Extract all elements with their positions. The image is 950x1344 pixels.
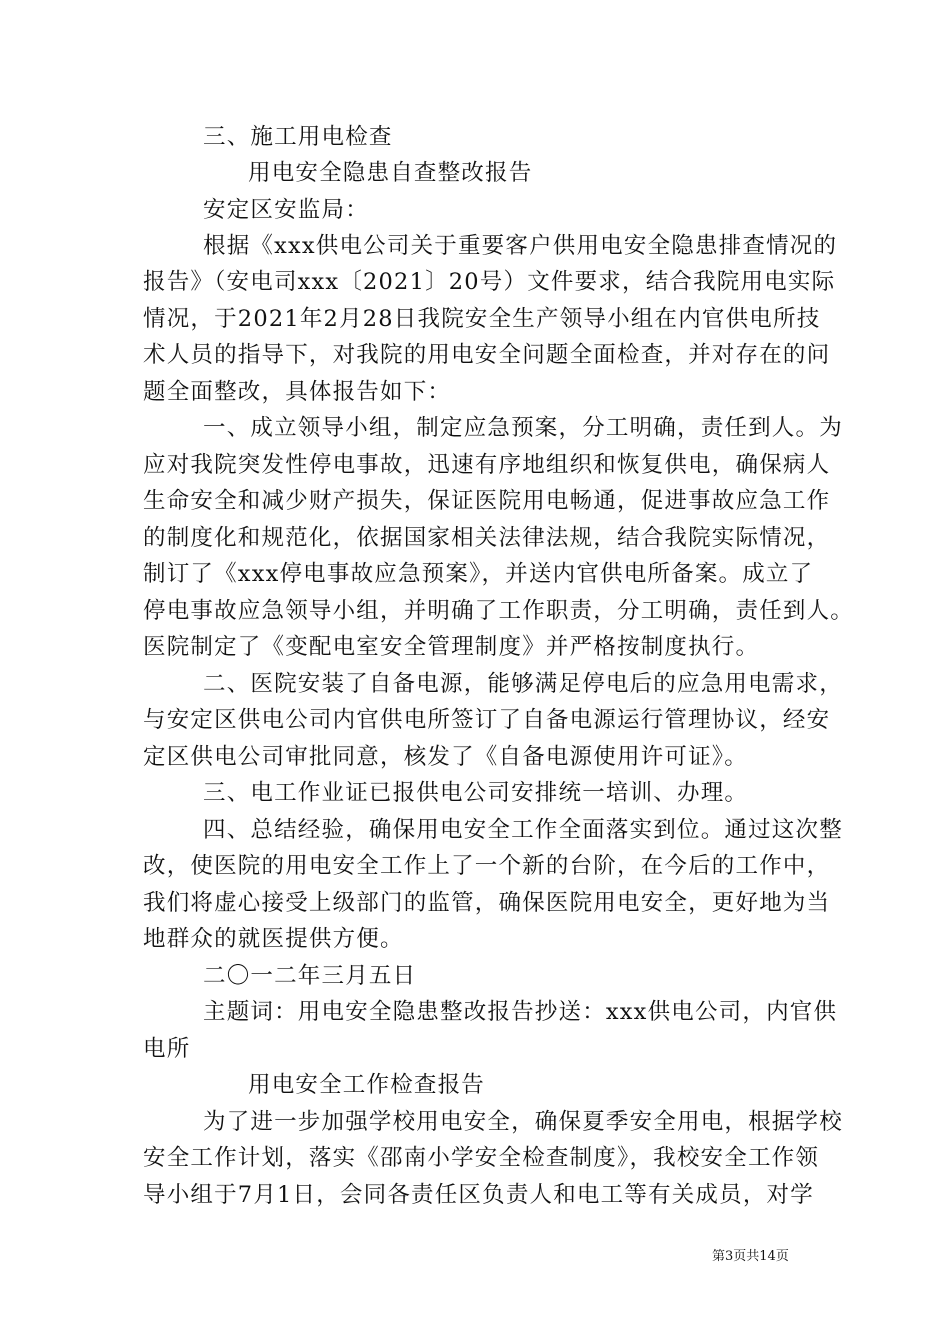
body-line: 术人员的指导下，对我院的用电安全问题全面检查，并对存在的问: [143, 342, 831, 368]
subject-line: 主题词：用电安全隐患整改报告抄送：xxx供电公司，内官供: [203, 999, 838, 1025]
report-title: 用电安全隐患自查整改报告: [248, 160, 533, 186]
date-line: 二〇一二年三月五日: [203, 963, 417, 989]
body-line: 与安定区供电公司内官供电所签订了自备电源运行管理协议，经安: [143, 707, 831, 733]
report-title: 用电安全工作检查报告: [248, 1072, 486, 1098]
body-line: 地群众的就医提供方便。: [143, 926, 404, 952]
body-line: 生命安全和减少财产损失，保证医院用电畅通，促进事故应急工作: [143, 488, 831, 514]
body-line: 报告》（安电司xxx〔2021〕20号）文件要求，结合我院用电实际: [143, 269, 836, 295]
body-line: 为了进一步加强学校用电安全，确保夏季安全用电，根据学校: [203, 1109, 843, 1135]
subject-line: 电所: [143, 1036, 191, 1062]
body-line: 安全工作计划，落实《邵南小学安全检查制度》，我校安全工作领: [143, 1145, 820, 1171]
body-line: 一、成立领导小组，制定应急预案，分工明确，责任到人。为: [203, 415, 843, 441]
body-line: 制订了《xxx停电事故应急预案》，并送内官供电所备案。成立了: [143, 561, 814, 587]
body-line: 二、医院安装了自备电源，能够满足停电后的应急用电需求，: [203, 671, 843, 697]
body-line: 四、总结经验，确保用电安全工作全面落实到位。通过这次整: [203, 817, 843, 843]
body-line: 应对我院突发性停电事故，迅速有序地组织和恢复供电，确保病人: [143, 452, 831, 478]
body-line: 根据《xxx供电公司关于重要客户供用电安全隐患排查情况的: [203, 233, 838, 259]
body-line: 停电事故应急领导小组，并明确了工作职责，分工明确，责任到人。: [143, 598, 855, 624]
body-line: 医院制定了《变配电室安全管理制度》并严格按制度执行。: [143, 634, 760, 660]
body-line: 三、电工作业证已报供电公司安排统一培训、办理。: [203, 780, 749, 806]
addressee: 安定区安监局：: [203, 197, 369, 223]
body-line: 改，使医院的用电安全工作上了一个新的台阶，在今后的工作中，: [143, 853, 831, 879]
body-line: 的制度化和规范化，依据国家相关法律法规，结合我院实际情况，: [143, 525, 831, 551]
body-line: 我们将虚心接受上级部门的监管，确保医院用电安全，更好地为当: [143, 890, 831, 916]
body-line: 导小组于7月1日，会同各责任区负责人和电工等有关成员，对学: [143, 1182, 814, 1208]
body-line: 定区供电公司审批同意，核发了《自备电源使用许可证》。: [143, 744, 748, 770]
section-heading: 三、施工用电检查: [203, 124, 393, 150]
body-line: 情况，于2021年2月28日我院安全生产领导小组在内官供电所技: [143, 306, 821, 332]
body-line: 题全面整改，具体报告如下：: [143, 379, 452, 405]
page-number: 第3页共14页: [712, 1249, 789, 1264]
